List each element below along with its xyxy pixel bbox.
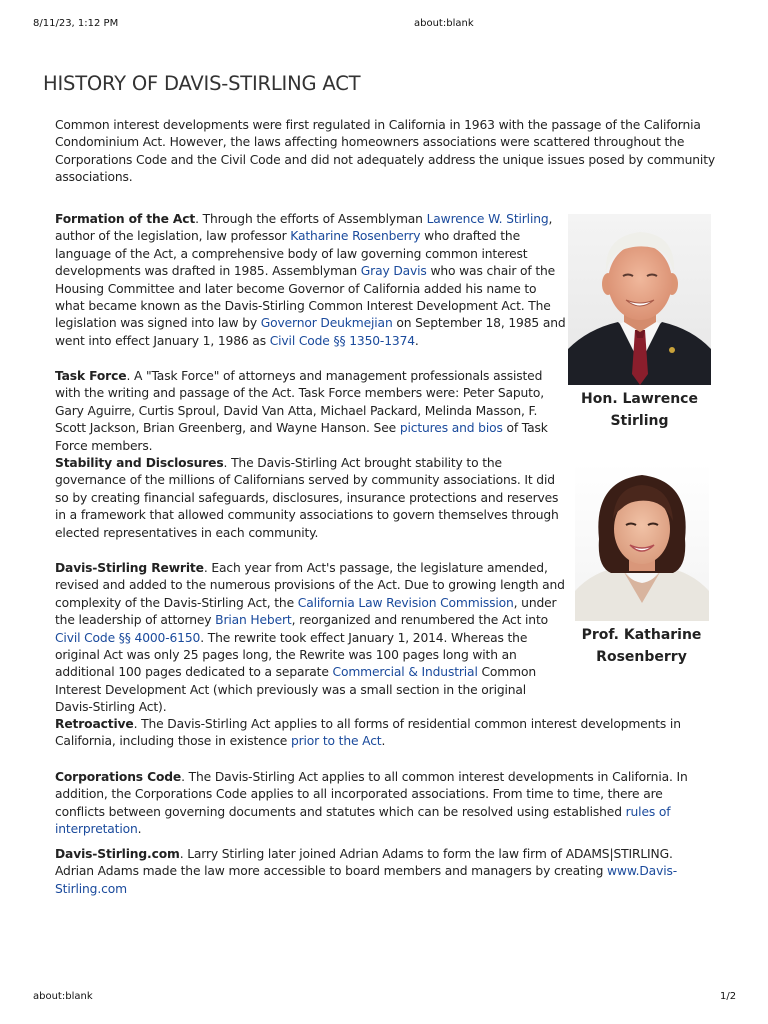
brian-hebert-link[interactable]: Brian Hebert — [215, 613, 292, 628]
formation-text: , author of the legislation, law professor — [55, 212, 553, 244]
retroactive-paragraph — [55, 716, 715, 751]
commercial-industrial-link[interactable]: Commercial & Industrial — [332, 665, 478, 680]
website-heading: Davis-Stirling.com — [55, 847, 180, 861]
rewrite-text: , reorganized and renumbered the Act into — [291, 613, 548, 628]
gray-davis-link[interactable]: Gray Davis — [360, 264, 427, 279]
task-force-paragraph — [55, 368, 567, 455]
formation-heading: Formation of the Act — [55, 212, 196, 226]
civil-code-1350-link[interactable]: Civil Code §§ 1350-1374 — [269, 333, 415, 348]
formation-paragraph — [55, 211, 567, 350]
rosenberry-caption: Prof. Katharine Rosenberry — [581, 627, 702, 665]
corporations-text: . The Davis-Stirling Act applies to all common interest developments in California. In addition, the Corporations Code applies to all incorporated associations. From time to time, there are conflicts between governing documents and statutes which can be resolved using established — [55, 770, 688, 819]
formation-text: . Through the efforts of Assemblyman — [195, 212, 427, 226]
deukmejian-link[interactable]: Governor Deukmejian — [260, 316, 393, 331]
task-force-text: of Task Force members. — [55, 421, 548, 453]
print-header-url: about:blank — [414, 18, 474, 29]
stirling-portrait-image — [568, 214, 711, 385]
retroactive-text: . The Davis-Stirling Act applies to all forms of residential common interest developments in California, including those in existence — [55, 717, 681, 749]
rewrite-heading: Davis-Stirling Rewrite — [55, 561, 204, 575]
rewrite-text: Common Interest Development Act (which previously was a small section in the original Davis-Stirling Act). — [55, 665, 536, 715]
corporations-text: . — [137, 822, 142, 837]
stability-paragraph — [55, 455, 567, 542]
prior-to-act-link[interactable]: prior to the Act — [290, 734, 382, 749]
rewrite-text: . Each year from Act's passage, the legislature amended, revised and added to the numerous provisions of the Act. Due to growing length and complexity of the Davis-Stirling Act, the — [55, 561, 565, 610]
page-title: HISTORY OF DAVIS-STIRLING ACT — [43, 72, 361, 95]
website-text: . Larry Stirling later joined Adrian Adams to form the law firm of ADAMS|STIRLING. Adrian Adams made the law more accessible to board members and managers by creating — [55, 847, 673, 879]
print-footer-page: 1/2 — [720, 991, 737, 1002]
stability-heading: Stability and Disclosures — [55, 456, 224, 470]
stirling-photo — [568, 214, 711, 385]
intro-paragraph: Common interest developments were first regulated in California in 1963 with the passage of the California Condominium Act. However, the laws affecting homeowners associations were scattered throughout the Corporations Code and the Civil Code and did not adequately address the unique issues posed by community associations. — [55, 118, 715, 185]
corporations-heading: Corporations Code — [55, 770, 182, 784]
website-paragraph — [55, 846, 715, 898]
formation-text: on September 18, 1985 and went into effect January 1, 1986 as — [55, 316, 566, 348]
formation-text: who drafted the language of the Act, a comprehensive body of law governing common interest developments was drafted in 1985. Assemblyman — [55, 229, 528, 279]
print-header-datetime: 8/11/23, 1:12 PM — [33, 18, 119, 29]
law-revision-commission-link[interactable]: California Law Revision Commission — [297, 595, 514, 610]
rosenberry-portrait-image — [575, 463, 709, 621]
stirling-link[interactable]: Lawrence W. Stirling — [426, 212, 549, 226]
davis-stirling-site-link[interactable]: www.Davis-Stirling.com — [55, 864, 678, 896]
rosenberry-link[interactable]: Katharine Rosenberry — [290, 229, 421, 244]
retroactive-text: . — [381, 734, 386, 749]
formation-text: . — [414, 333, 419, 348]
print-footer-url: about:blank — [33, 991, 93, 1002]
rewrite-paragraph — [55, 560, 567, 717]
stirling-caption: Hon. Lawrence Stirling — [581, 391, 698, 429]
retroactive-heading: Retroactive — [55, 717, 134, 731]
rosenberry-photo — [575, 463, 709, 621]
pictures-bios-link[interactable]: pictures and bios — [399, 421, 503, 436]
civil-code-4000-link[interactable]: Civil Code §§ 4000-6150 — [55, 630, 201, 645]
task-force-text: . A "Task Force" of attorneys and management professionals assisted with the writing and passage of the Act. Task Force members were: Peter Saputo, Gary Aguirre, Curtis Sproul, David Van Atta, Michael Packard, Melinda Masson, F. Scott Jackson, Brian Greenberg, and Wayne Hanson. See — [55, 369, 544, 436]
corporations-paragraph — [55, 769, 715, 839]
rewrite-text: . The rewrite took effect January 1, 2014. Whereas the original Act was only 25 pages long, the Rewrite was 100 pages long with an additional 100 pages dedicated to a separate — [55, 630, 528, 680]
stability-text: . The Davis-Stirling Act brought stability to the governance of the millions of Californians served by community associations. It did so by creating financial safeguards, disclosures, insurance protections and reserves in a framework that allowed community associations to govern themselves through elected representatives in each community. — [55, 456, 559, 540]
rewrite-text: , under the leadership of attorney — [55, 595, 557, 628]
task-force-heading: Task Force — [55, 369, 127, 383]
rules-of-interpretation-link[interactable]: rules of interpretation — [55, 804, 671, 837]
formation-text: who was chair of the Housing Committee and later become Governor of California added his name to what became known as the Davis-Stirling Common Interest Development Act. The legislation was signed into law by — [55, 264, 556, 331]
